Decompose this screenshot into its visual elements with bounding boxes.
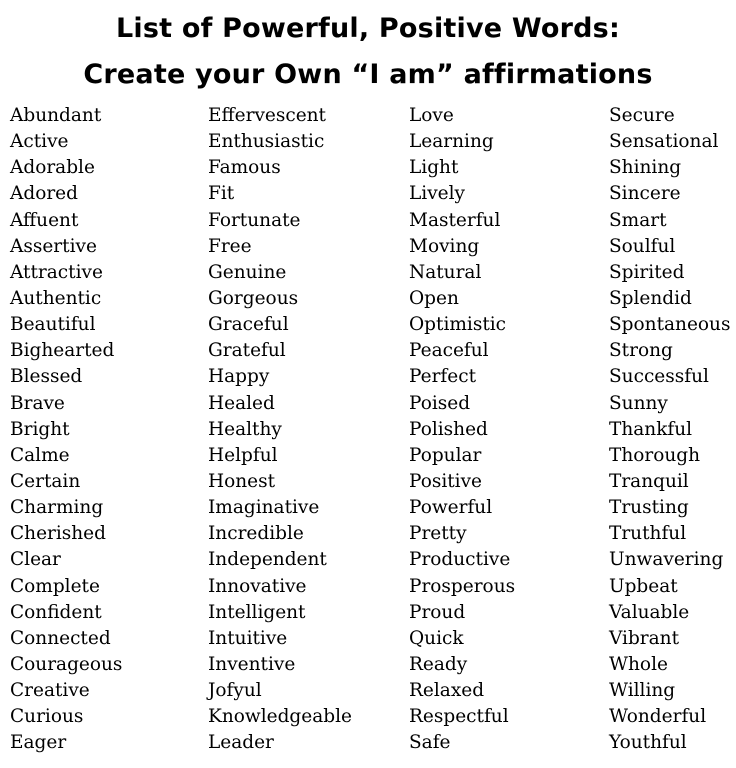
list-item: Complete: [10, 575, 100, 597]
page-subtitle: Create your Own “I am” affirmations: [83, 59, 653, 90]
list-item: Incredible: [208, 523, 304, 545]
list-item: Vibrant: [609, 627, 680, 649]
list-item: Cherished: [10, 523, 106, 545]
list-item: Abundant: [10, 105, 102, 126]
list-item: Free: [208, 235, 252, 257]
list-item: Respectful: [409, 706, 509, 728]
list-item: Fortunate: [208, 209, 301, 231]
list-item: Spirited: [609, 261, 685, 283]
list-item: Tranquil: [609, 470, 689, 492]
list-item: Honest: [208, 470, 276, 492]
list-item: Shining: [609, 157, 682, 179]
list-item: Inventive: [208, 653, 296, 675]
list-item: Light: [409, 157, 459, 179]
list-item: Positive: [409, 470, 482, 492]
list-item: Intelligent: [208, 601, 306, 623]
list-item: Polished: [409, 418, 488, 440]
list-item: Bright: [10, 418, 70, 440]
list-item: Lively: [409, 183, 465, 205]
word-column-3: [409, 103, 515, 757]
list-item: Optimistic: [409, 314, 507, 336]
list-item: Quick: [409, 627, 464, 649]
list-item: Happy: [208, 366, 270, 388]
list-item: Natural: [409, 261, 482, 283]
page-title: List of Powerful, Positive Words:: [116, 13, 620, 44]
list-item: Relaxed: [409, 680, 485, 702]
list-item: Grateful: [208, 340, 286, 362]
list-item: Calme: [10, 444, 70, 466]
list-item: Connected: [10, 627, 111, 649]
list-item: Beautiful: [10, 314, 96, 336]
list-item: Sunny: [609, 392, 668, 414]
list-item: Proud: [409, 601, 466, 623]
list-item: Genuine: [208, 261, 287, 283]
list-item: Whole: [609, 653, 668, 675]
list-item: Adored: [10, 183, 78, 205]
list-item: Splendid: [609, 287, 692, 309]
list-item: Popular: [409, 444, 482, 466]
list-item: Thorough: [609, 444, 701, 466]
list-item: Active: [10, 131, 69, 153]
list-item: Famous: [208, 157, 281, 179]
list-item: Affuent: [10, 209, 79, 231]
list-item: Upbeat: [609, 575, 678, 597]
list-item: Creative: [10, 680, 90, 702]
list-item: Peaceful: [409, 340, 489, 362]
list-item: Certain: [10, 470, 81, 492]
list-item: Bighearted: [10, 340, 115, 362]
list-item: Blessed: [10, 366, 83, 388]
list-item: Youthful: [609, 732, 687, 754]
list-item: Leader: [208, 732, 274, 754]
list-item: Authentic: [10, 287, 102, 309]
list-item: Charming: [10, 497, 104, 519]
list-item: Imaginative: [208, 497, 320, 519]
list-item: Masterful: [409, 209, 501, 231]
list-item: Jofyul: [208, 680, 262, 702]
list-item: Powerful: [409, 497, 493, 519]
list-item: Prosperous: [409, 575, 516, 597]
list-item: Innovative: [208, 575, 307, 597]
word-column-1: [10, 103, 122, 757]
list-item: Truthful: [609, 523, 687, 545]
list-item: Strong: [609, 340, 673, 362]
list-item: Soulful: [609, 235, 676, 257]
word-column-2: [208, 103, 352, 757]
list-item: Trusting: [609, 497, 689, 519]
list-item: Poised: [409, 392, 471, 414]
list-item: Courageous: [10, 653, 123, 675]
list-item: Healed: [208, 392, 275, 414]
list-item: Pretty: [409, 523, 467, 545]
list-item: Productive: [409, 549, 511, 571]
list-item: Thankful: [609, 418, 693, 440]
list-item: Successful: [609, 366, 709, 388]
list-item: Eager: [10, 732, 67, 754]
list-item: Adorable: [10, 157, 95, 179]
list-item: Healthy: [208, 418, 282, 440]
list-item: Moving: [409, 235, 480, 257]
list-item: Spontaneous: [609, 314, 731, 336]
list-item: Intuitive: [208, 627, 288, 649]
list-item: Brave: [10, 392, 65, 414]
list-item: Sensational: [609, 131, 719, 153]
word-column-4: [609, 103, 730, 757]
list-item: Willing: [609, 680, 676, 702]
list-item: Enthusiastic: [208, 131, 325, 153]
list-item: Gorgeous: [208, 287, 299, 309]
list-item: Independent: [208, 549, 327, 571]
list-item: Assertive: [10, 235, 97, 257]
list-item: Effervescent: [208, 105, 326, 126]
list-item: Ready: [409, 653, 468, 675]
list-item: Perfect: [409, 366, 476, 388]
list-item: Learning: [409, 131, 494, 153]
list-item: Knowledgeable: [208, 706, 352, 728]
list-item: Secure: [609, 105, 675, 126]
list-item: Attractive: [10, 261, 103, 283]
list-item: Wonderful: [609, 706, 707, 728]
list-item: Clear: [10, 549, 61, 571]
list-item: Valuable: [609, 601, 690, 623]
list-item: Open: [409, 287, 459, 309]
list-item: Helpful: [208, 444, 278, 466]
list-item: Confident: [10, 601, 102, 623]
list-item: Unwavering: [609, 549, 724, 571]
list-item: Smart: [609, 209, 667, 231]
list-item: Fit: [208, 183, 235, 205]
list-item: Curious: [10, 706, 84, 728]
list-item: Love: [409, 105, 454, 126]
list-item: Sincere: [609, 183, 681, 205]
list-item: Safe: [409, 732, 451, 754]
list-item: Graceful: [208, 314, 289, 336]
